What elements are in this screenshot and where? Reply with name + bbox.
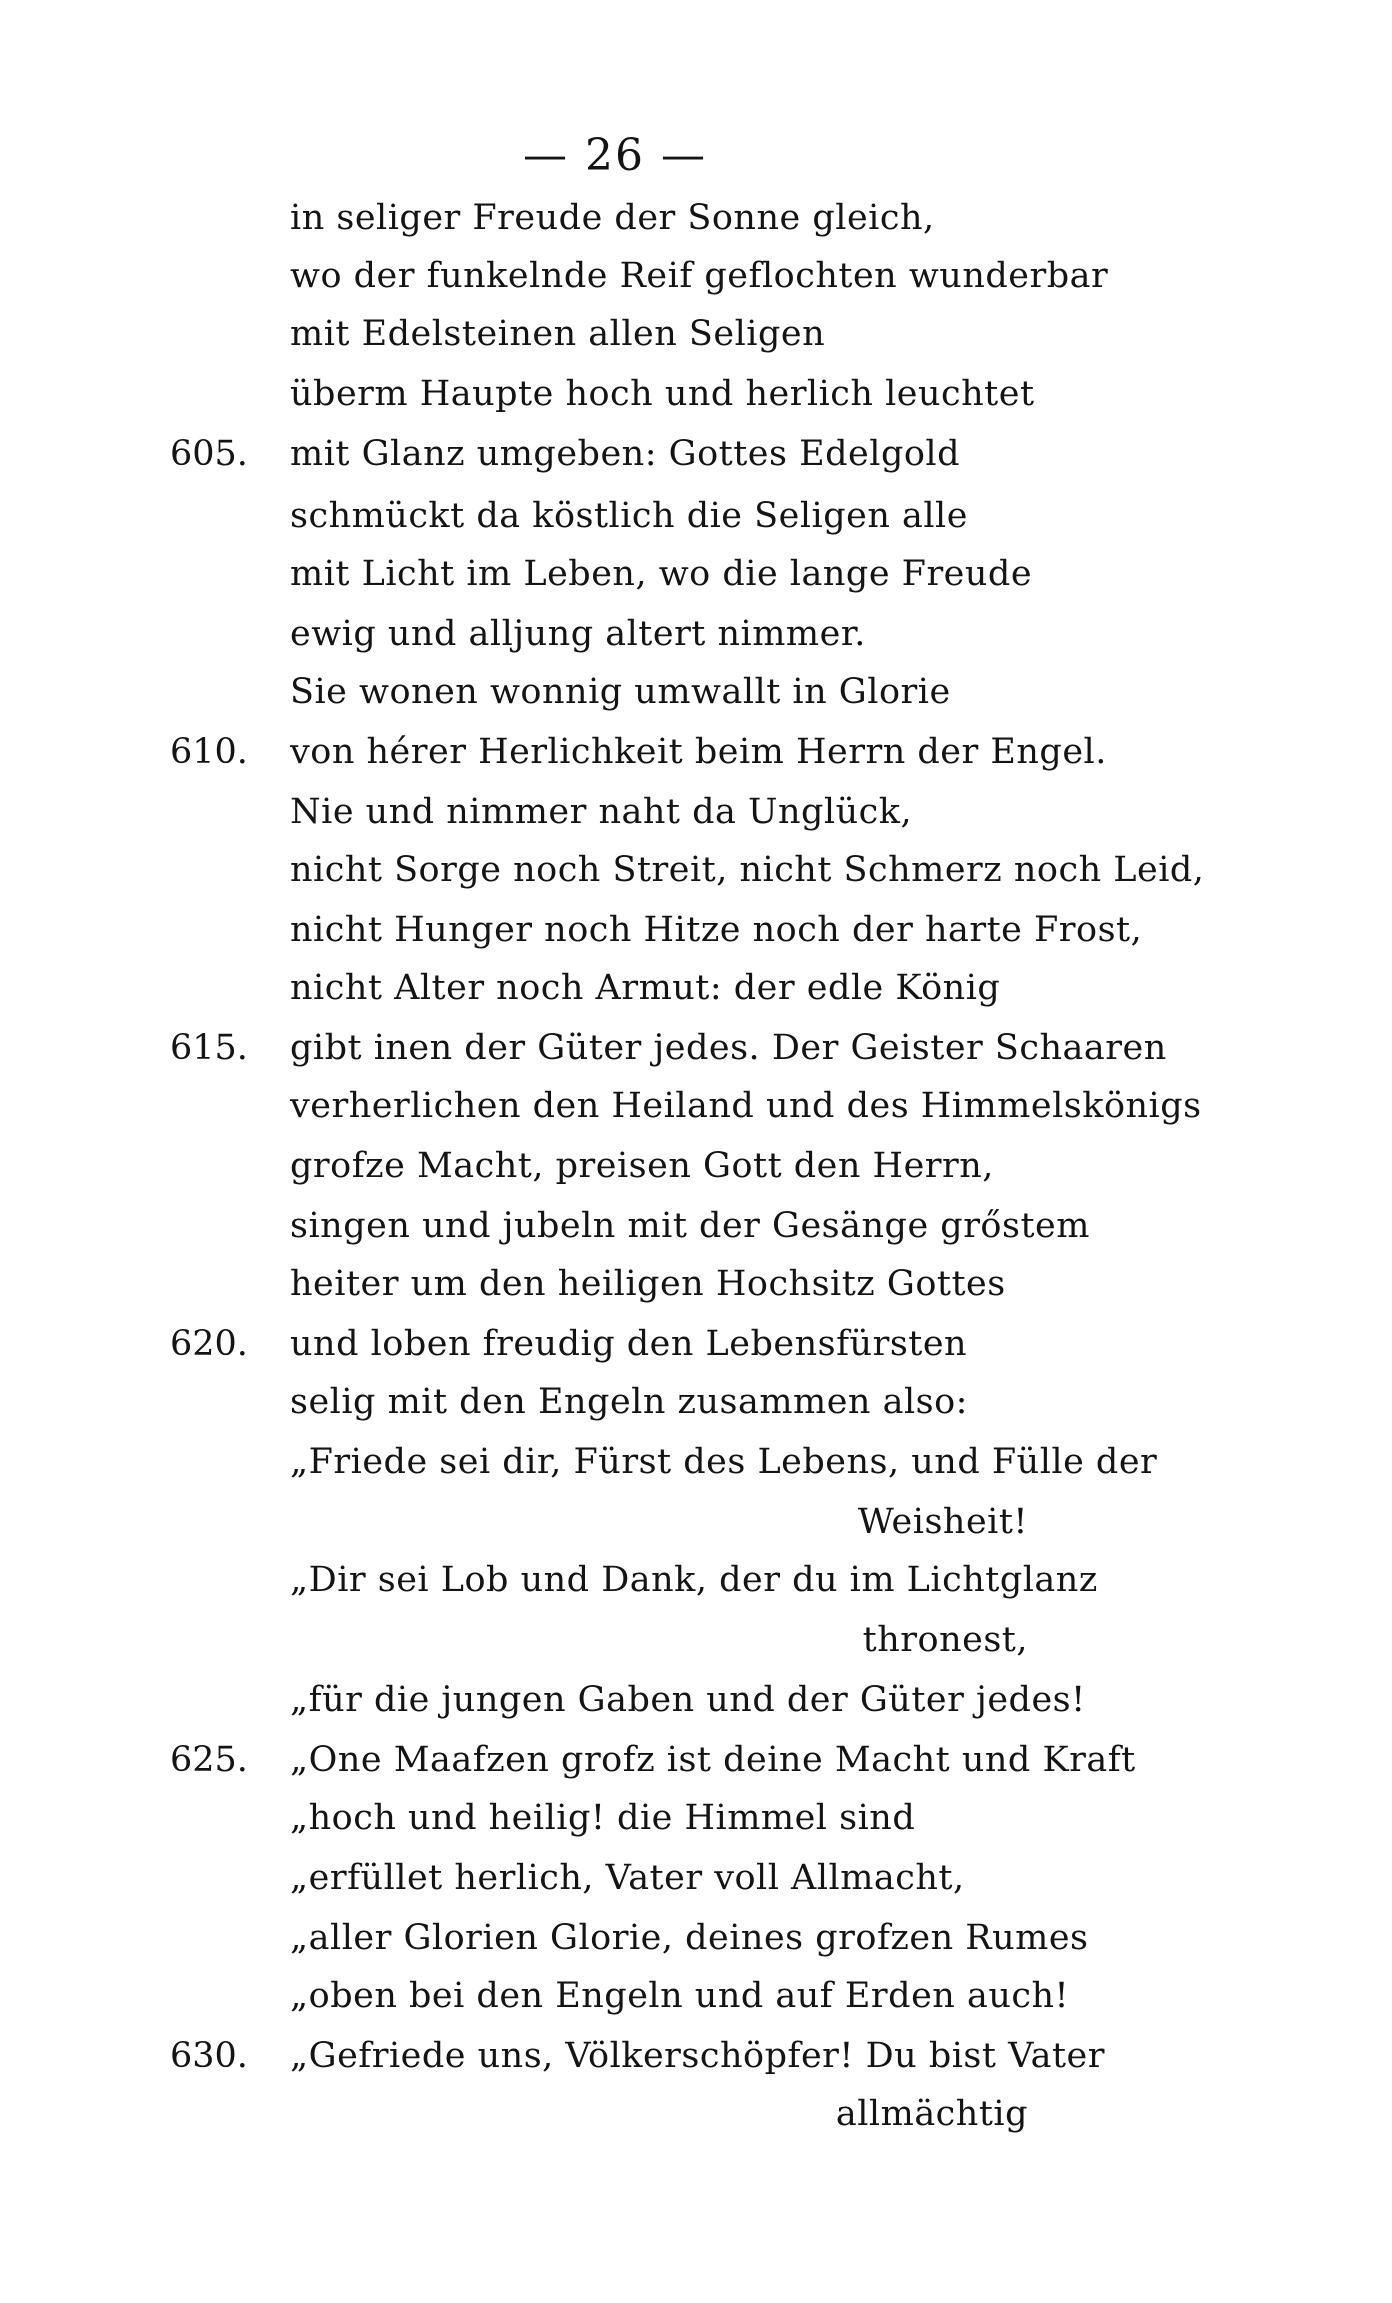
verse-line: „aller Glorien Glorie, deines grofzen Rumes: [290, 1918, 1089, 1958]
verse-line: „Friede sei dir, Fürst des Lebens, und Fülle der: [290, 1442, 1158, 1482]
page-number: — 26 —: [523, 130, 707, 181]
verse-line: „Gefriede uns, Völkerschöpfer! Du bist Vater: [290, 2036, 1106, 2076]
verse-line: in seliger Freude der Sonne gleich,: [290, 198, 935, 238]
verse-line: mit Licht im Leben, wo die lange Freude: [290, 554, 1033, 594]
verse-line: nicht Alter noch Armut: der edle König: [290, 968, 1001, 1008]
line-number: 610.: [170, 732, 248, 772]
verse-line: selig mit den Engeln zusammen also:: [290, 1382, 968, 1422]
verse-line: allmächtig: [835, 2094, 1028, 2134]
verse-line: Nie und nimmer naht da Unglück,: [290, 792, 913, 832]
verse-line: wo der funkelnde Reif geflochten wunderbar: [290, 256, 1109, 296]
verse-line: grofze Macht, preisen Gott den Herrn,: [290, 1146, 994, 1186]
line-number: 615.: [170, 1028, 248, 1068]
verse-line: mit Edelsteinen allen Seligen: [290, 314, 826, 354]
verse-line: „hoch und heilig! die Himmel sind: [290, 1798, 916, 1838]
verse-line: „für die jungen Gaben und der Güter jedes!: [290, 1680, 1086, 1720]
verse-line: „One Maafzen grofz ist deine Macht und Kraft: [290, 1740, 1136, 1780]
verse-line: „erfüllet herlich, Vater voll Allmacht,: [290, 1858, 965, 1898]
verse-line: von hérer Herlichkeit beim Herrn der Engel.: [290, 732, 1107, 772]
verse-line: singen und jubeln mit der Gesänge grőstem: [290, 1206, 1090, 1246]
line-number: 620.: [170, 1324, 248, 1364]
line-number: 605.: [170, 434, 248, 474]
line-number: 625.: [170, 1740, 248, 1780]
verse-line: und loben freudig den Lebensfürsten: [290, 1324, 968, 1364]
verse-line: Sie wonen wonnig umwallt in Glorie: [290, 672, 951, 712]
verse-line: „Dir sei Lob und Dank, der du im Lichtglanz: [290, 1560, 1098, 1600]
verse-line: überm Haupte hoch und herlich leuchtet: [290, 374, 1035, 414]
verse-line: nicht Sorge noch Streit, nicht Schmerz noch Leid,: [290, 850, 1205, 890]
verse-line: schmückt da köstlich die Seligen alle: [290, 496, 968, 536]
line-number: 630.: [170, 2036, 248, 2076]
verse-line: „oben bei den Engeln und auf Erden auch!: [290, 1976, 1070, 2016]
verse-line: nicht Hunger noch Hitze noch der harte Frost,: [290, 910, 1143, 950]
verse-line: Weisheit!: [857, 1502, 1028, 1542]
verse-line: gibt inen der Güter jedes. Der Geister Schaaren: [290, 1028, 1167, 1068]
verse-line: verherlichen den Heiland und des Himmelskönigs: [290, 1086, 1202, 1126]
verse-line: mit Glanz umgeben: Gottes Edelgold: [290, 434, 961, 474]
verse-line: heiter um den heiligen Hochsitz Gottes: [290, 1264, 1006, 1304]
verse-line: ewig und alljung altert nimmer.: [290, 614, 866, 654]
verse-line: thronest,: [862, 1620, 1028, 1660]
